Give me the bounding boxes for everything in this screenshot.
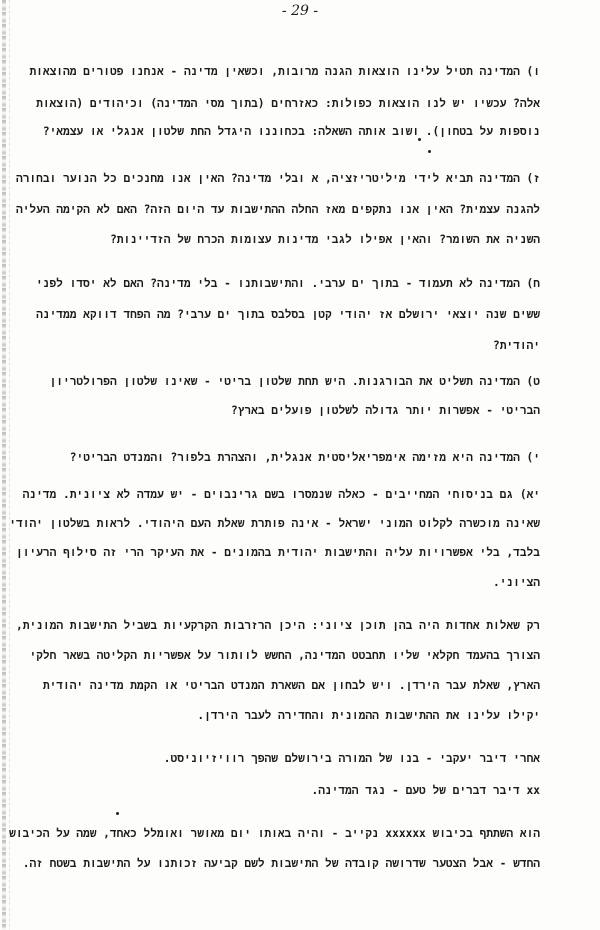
paragraph-zayin-line-1: ז) המדינה תביא לידי מיליטריזציה, א ובלי מדינה? האין אנו מחנכים כל הנוער ובחורה	[15, 172, 540, 185]
ink-speck	[116, 812, 119, 815]
paragraph-vav-line-3: נוספות על בטחון). ושוב אותה השאלה: בכחוננו היגדל החת שלטון אנגלי או עצמאי?	[42, 125, 540, 138]
ink-speck	[418, 138, 421, 141]
paragraph-tet-line-1: ט) המדינה תשליט את הבורגנות. היש תחת שלטון בריטי - שאינו שלטון הפרולטריון	[49, 375, 540, 388]
paragraph-chet-line-2: ששים שנה יוצאי ירושלם אז יהודי קטן בסלבס בתוך ים ערבי? מה הפחד דווקא ממדינה	[36, 308, 540, 321]
paragraph-vav-line-1: ו) המדינה תטיל עלינו הוצאות הגנה מרובות, וכשאין מדינה - אנחנו פטורים מהוצאות	[29, 65, 540, 78]
paragraph-vav-line-2: אלה? עכשיו יש לנו הוצאות כפולות: כאזרחים (בתוך מסי המדינה) וכיהודים (הוצאות	[36, 97, 540, 110]
paragraph-yod-alef-line-3: בלבד, בלי אפשרויות עליה והתישבות יהודית בהמונים - את העיקר הרי זה סילוף הרעיון	[16, 546, 540, 559]
ink-speck	[428, 150, 431, 153]
binding-edge-inner	[9, 0, 10, 930]
summary-line-1: רק שאלות אחדות היה בהן תוכן ציוני: היכן הרזרבות הקרקעיות בשביל התישבות המונית,	[16, 619, 540, 632]
summary-line-4: יקילו עלינו את ההתישבות ההמונית והחדירה לעבר הירדן.	[197, 709, 540, 722]
paragraph-zayin-line-3: השניה את השומר? והאין אפילו לגבי מדינות עצומות הכרח של הזדיינות?	[110, 233, 540, 246]
summary-line-2: הצורך בהעמד חקלאי שליו תחבטט המדינה, החשש לוותור על אפשריות הקליטה בשאר חלקי	[29, 649, 540, 662]
paragraph-yod-alef-line-2: שאינה מוכשרה לקלוט המוני ישראל - אינה פותרת שאלת העם היהודי. לראות בשלטון יהודי	[9, 517, 540, 530]
paragraph-yod-alef-line-4: הציוני.	[492, 576, 540, 589]
paragraph-yod-alef-line-1: יא) גם בניסוחי המחייבים - כאלה שנמסרו בשם גרינבוים - יש עמדה לא ציונית. מדינה	[22, 488, 540, 501]
teas-line: xx דיבר דברים של טעם - נגד המדינה.	[311, 784, 540, 797]
kibbutz-line-1: הוא השתתף בכיבוש xxxxxx נקייב - והיה באותו יום מאושר ואומלל כאחד, שמה על הכיבוש	[9, 827, 540, 840]
paragraph-chet-line-1: ח) המדינה לא תעמוד - בתוך ים ערבי. והתישבותנו - בלי מדינה? האם לא יסדו לפני	[36, 277, 540, 290]
paragraph-yod-line-1: י) המדינה היא מזימה אימפריאליסטית אנגלית, והצהרת בלפור? והמנדט הבריטי?	[69, 451, 540, 464]
paragraph-chet-line-3: יהודית?	[492, 339, 540, 352]
page-number: - 29 -	[281, 3, 319, 19]
binding-edge	[2, 0, 6, 930]
paragraph-tet-line-2: הבריטי - אפשרות יותר גדולה לשלטון פועלים בארץ?	[230, 404, 540, 417]
paragraph-zayin-line-2: להגנה עצמית? האין אנו נתקפים מאז החלה ההתישבות עד היום הזה? האם לא הקימה העליה	[15, 203, 540, 216]
yaakobi-line: אחרי דיבר יעקבי - בנו של המורה בירושלם שהפך רוויזיוניסט.	[163, 752, 540, 765]
kibbutz-line-2: החדש - אבל הצטער שדרושה קובדה של התישבות לשם קביעה זכותנו על התישבות בשטח זה.	[22, 857, 540, 870]
summary-line-3: הארץ, שאלת עבר הירדן. ויש לבחון אם השארת המנדט הבריטי או הקמת מדינה יהודית	[42, 679, 540, 692]
